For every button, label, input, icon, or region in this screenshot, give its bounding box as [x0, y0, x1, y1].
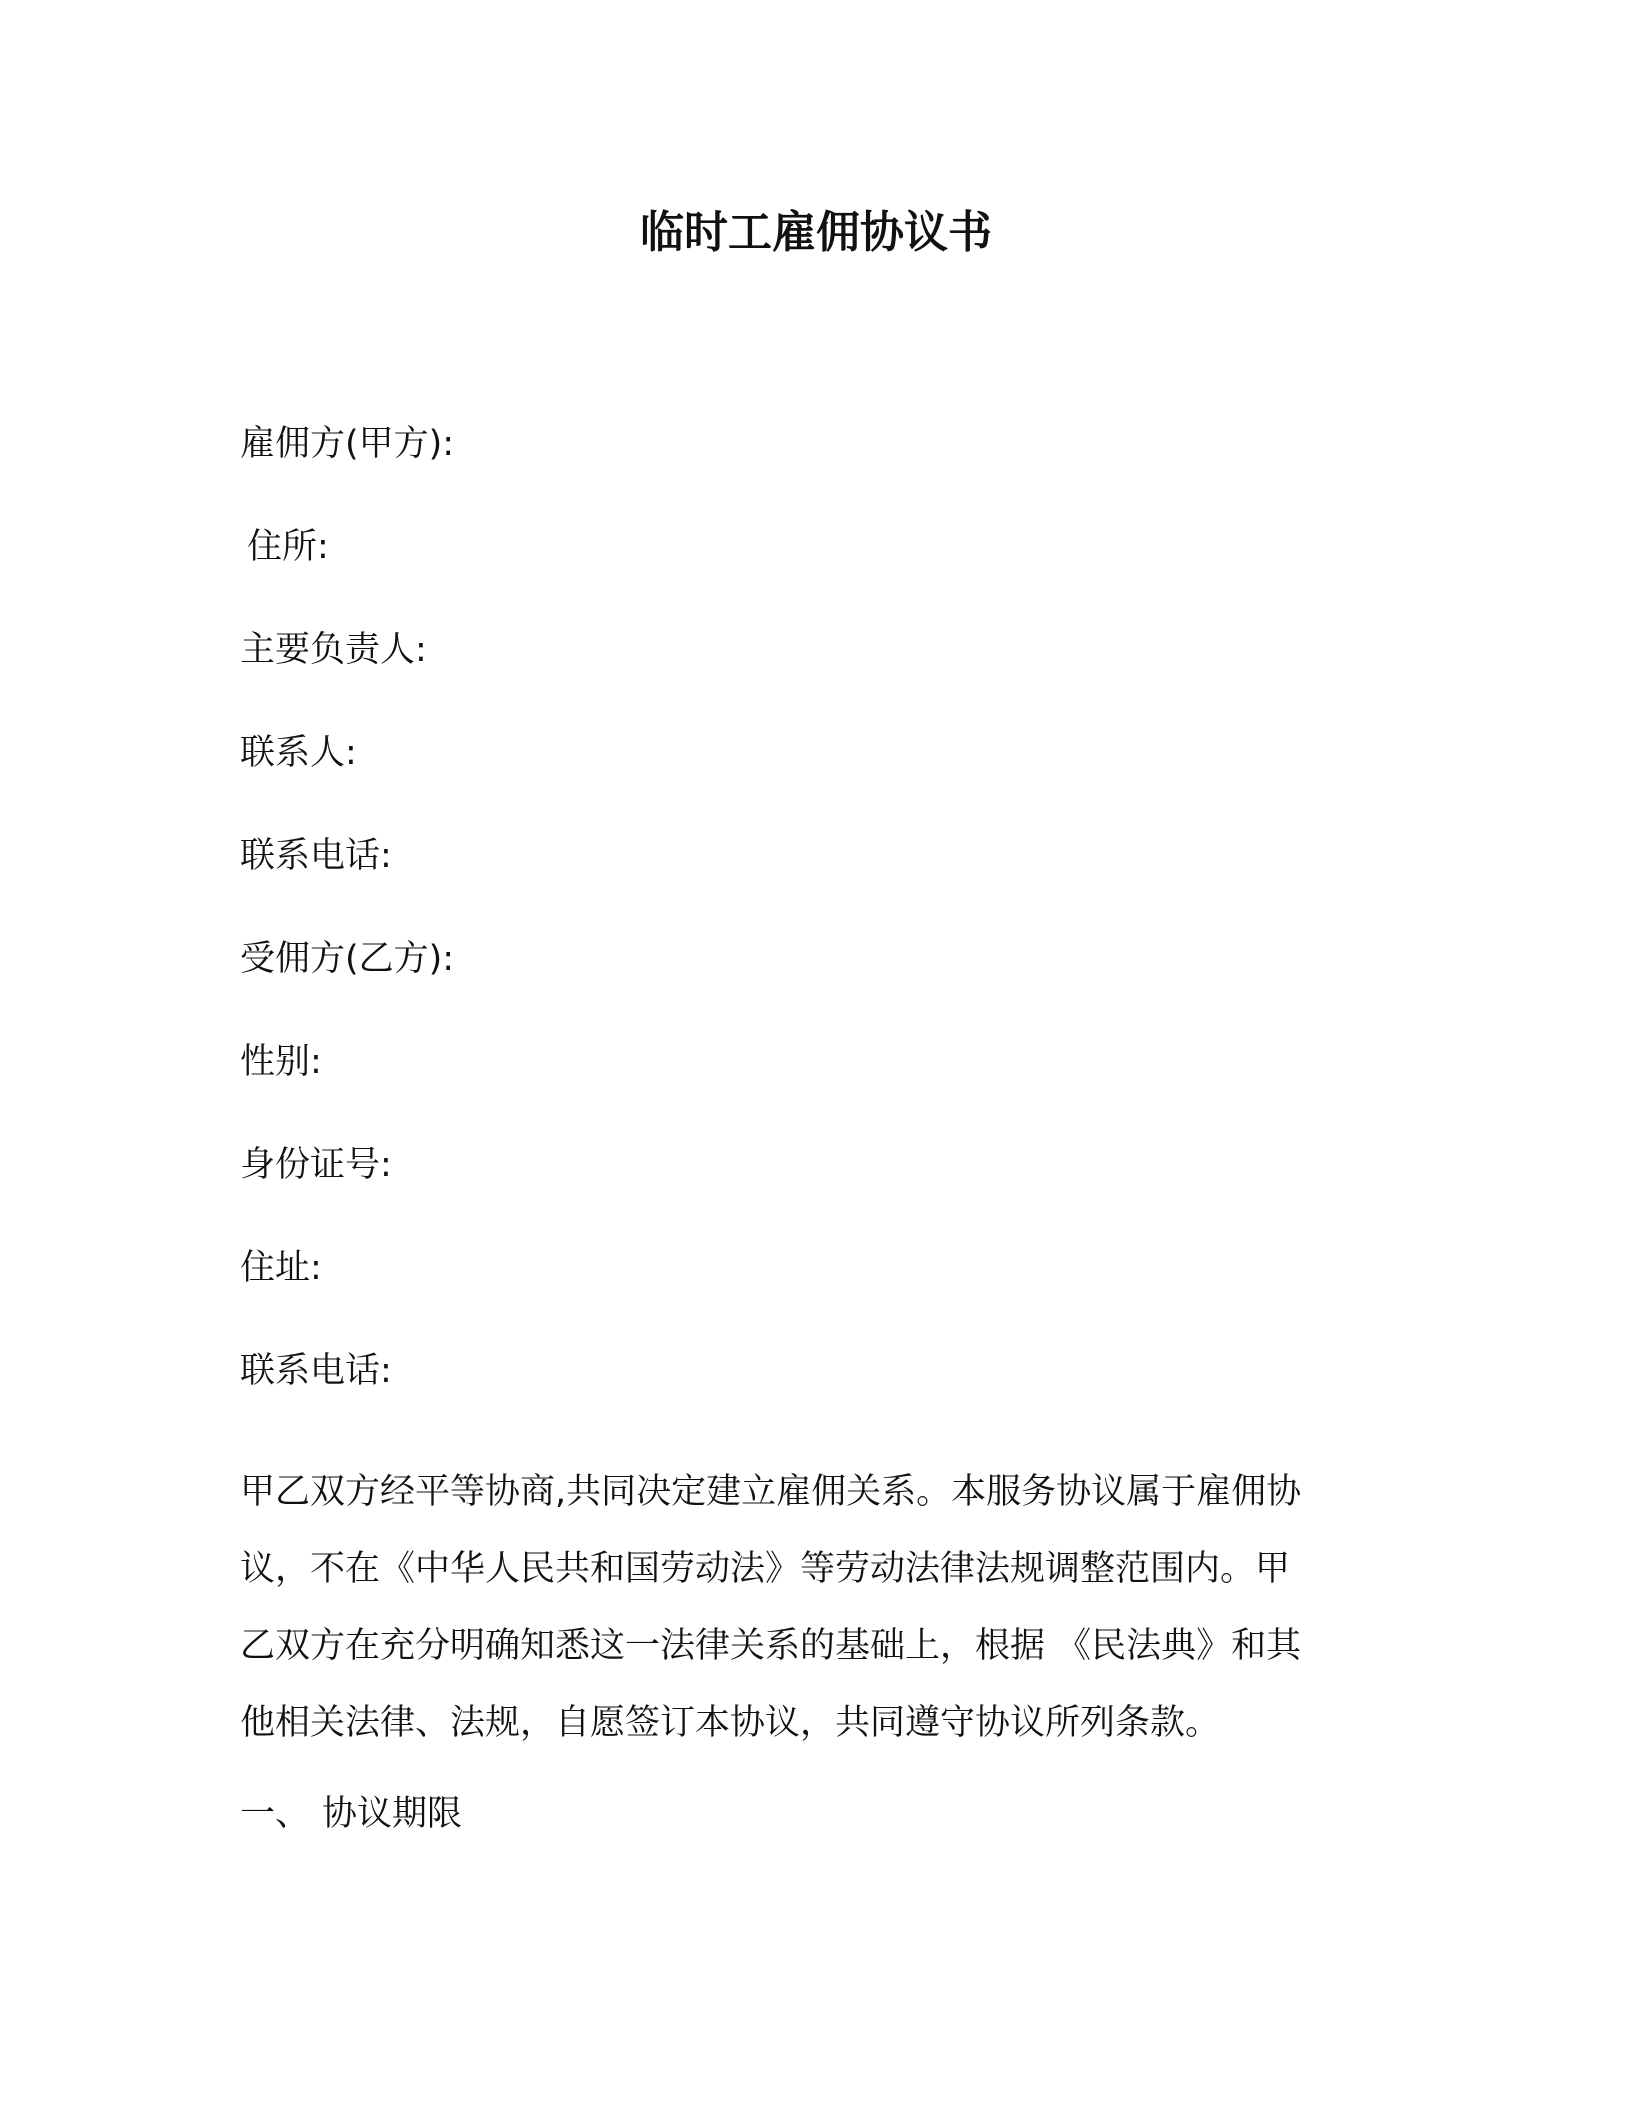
field-employer-phone: 联系电话:: [240, 836, 392, 876]
field-address: 住址:: [240, 1248, 322, 1288]
document-title: 临时工雇佣协议书: [640, 207, 992, 258]
agreement-paragraph: [240, 1454, 1380, 1762]
paragraph-line: 议，不在《中华人民共和国劳动法》等劳动法律法规调整范围内。甲: [240, 1549, 1291, 1589]
field-principal: 主要负责人:: [240, 630, 427, 670]
section-heading: [240, 1788, 462, 1840]
field-gender: 性别:: [240, 1042, 322, 1082]
field-id-number: 身份证号:: [240, 1145, 392, 1185]
section-title: 协议期限: [322, 1794, 463, 1834]
field-employee: 受佣方(乙方):: [240, 939, 455, 979]
paragraph-line: 他相关法律、法规，自愿签订本协议，共同遵守协议所列条款。: [240, 1703, 1221, 1743]
field-residence: 住所:: [247, 527, 329, 567]
field-employer: 雇佣方(甲方):: [240, 424, 455, 464]
paragraph-line: 甲乙双方经平等协商,共同决定建立雇佣关系。本服务协议属于雇佣协: [240, 1472, 1302, 1512]
paragraph-line: 乙双方在充分明确知悉这一法律关系的基础上，根据 《民法典》和其: [240, 1626, 1302, 1666]
field-contact-person: 联系人:: [240, 733, 357, 773]
field-employee-phone: 联系电话:: [240, 1351, 392, 1391]
section-number: 一、: [240, 1794, 311, 1834]
